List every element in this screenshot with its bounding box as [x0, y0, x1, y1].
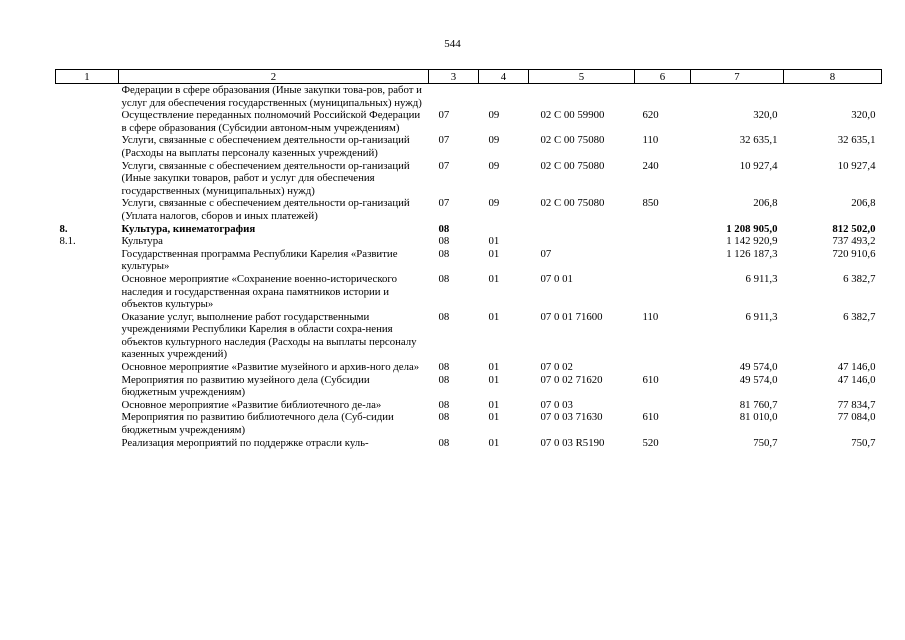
target-article-cell	[529, 84, 635, 110]
item-name-cell: Культура, кинематография	[121, 222, 256, 235]
expense-type-cell	[635, 248, 691, 273]
target-article-cell: 07 0 02 71620	[540, 373, 603, 386]
amount-year1-cell: 49 574,0	[739, 361, 778, 374]
table-row	[56, 109, 882, 134]
amount-year1-cell: 1 208 905,0	[726, 222, 778, 235]
amount-year2-cell: 812 502,0	[832, 222, 876, 235]
amount-year1-cell: 49 574,0	[739, 373, 778, 386]
row-number-cell	[56, 361, 119, 374]
row-number-cell	[56, 160, 119, 198]
item-name-cell: Мероприятия по развитию библиотечного дела (Суб-сидии бюджетным учреждениям)	[121, 411, 394, 437]
target-article-cell: 07 0 03	[540, 398, 573, 411]
target-article-cell	[529, 223, 635, 236]
table-body	[56, 84, 882, 450]
expense-type-cell: 520	[642, 436, 659, 449]
amount-year2-cell: 720 910,6	[832, 247, 876, 260]
row-number-cell	[56, 84, 119, 110]
subsection-code-cell: 01	[488, 398, 500, 411]
section-code-cell: 08	[438, 436, 450, 449]
row-number-cell: 8.	[59, 222, 68, 235]
amount-year2-cell: 6 382,7	[843, 310, 876, 323]
expense-type-cell: 610	[642, 373, 659, 386]
amount-year1-cell: 1 126 187,3	[726, 247, 778, 260]
table-row	[56, 235, 882, 248]
amount-year2-cell: 750,7	[851, 436, 876, 449]
amount-year1-cell: 1 142 920,9	[726, 235, 778, 248]
expense-type-cell: 620	[642, 109, 659, 122]
target-article-cell: 02 С 00 75080	[540, 197, 605, 210]
target-article-cell: 07	[540, 247, 552, 260]
expense-type-cell	[635, 235, 691, 248]
target-article-cell: 07 0 02	[540, 361, 573, 374]
amount-year2-cell: 77 084,0	[837, 411, 876, 424]
page-number: 544	[444, 38, 461, 50]
section-code-cell: 08	[438, 235, 450, 248]
amount-year2-cell: 737 493,2	[832, 235, 876, 248]
expense-type-cell	[635, 399, 691, 412]
amount-year2-cell: 32 635,1	[837, 134, 876, 147]
budget-table	[55, 69, 882, 449]
amount-year2-cell	[784, 84, 882, 110]
target-article-cell: 07 0 03 71630	[540, 411, 603, 424]
item-name-cell: Услуги, связанные с обеспечением деятельности ор-ганизаций (Расходы на выплаты персоналу казенных учреждений)	[121, 134, 410, 159]
amount-year1-cell: 81 010,0	[739, 411, 778, 424]
column-header: 3	[429, 70, 479, 84]
target-article-cell: 07 0 01	[540, 272, 573, 285]
target-article-cell: 02 С 00 75080	[540, 159, 605, 172]
table-row	[56, 197, 882, 222]
amount-year1-cell: 6 911,3	[745, 272, 778, 285]
item-name-cell: Основное мероприятие «Развитие библиотечного де-ла»	[121, 398, 382, 411]
section-code-cell: 08	[438, 361, 450, 374]
subsection-code-cell: 01	[488, 411, 500, 424]
subsection-code-cell: 09	[488, 109, 500, 122]
row-number-cell	[56, 399, 119, 412]
item-name-cell: Культура	[121, 235, 163, 248]
subsection-code-cell: 01	[488, 310, 500, 323]
table-row	[56, 160, 882, 198]
section-code-cell: 08	[438, 310, 450, 323]
row-number-cell	[56, 273, 119, 311]
subsection-code-cell: 01	[488, 247, 500, 260]
item-name-cell: Услуги, связанные с обеспечением деятельности ор-ганизаций (Иные закупки товаров, работ и услуг для обеспечения государственных (муниципальных) нужд)	[121, 159, 410, 197]
amount-year1-cell: 750,7	[753, 436, 778, 449]
section-code-cell: 07	[438, 159, 450, 172]
table-row	[56, 437, 882, 450]
item-name-cell: Оказание услуг, выполнение работ государственными учреждениями Республики Карелия в области сохра-нения объектов культурного наследия (Расходы на выплаты персоналу казенных учреждений)	[121, 310, 417, 361]
subsection-code-cell: 09	[488, 134, 500, 147]
section-code-cell	[429, 84, 479, 110]
table-row	[56, 311, 882, 361]
expense-type-cell	[635, 84, 691, 110]
table-row	[56, 374, 882, 399]
amount-year2-cell: 47 146,0	[837, 361, 876, 374]
item-name-cell: Мероприятия по развитию музейного дела (Субсидии бюджетным учреждениям)	[121, 373, 370, 399]
item-name-cell: Реализация мероприятий по поддержке отрасли куль-	[121, 436, 369, 449]
section-code-cell: 08	[438, 373, 450, 386]
column-header: 2	[119, 70, 429, 84]
table-row	[56, 134, 882, 159]
section-code-cell: 08	[438, 222, 450, 235]
amount-year1-cell: 320,0	[753, 109, 778, 122]
amount-year2-cell: 77 834,7	[837, 398, 876, 411]
amount-year2-cell: 10 927,4	[837, 159, 876, 172]
target-article-cell	[529, 235, 635, 248]
amount-year2-cell: 320,0	[851, 109, 876, 122]
column-header: 8	[784, 70, 882, 84]
subsection-code-cell	[479, 84, 529, 110]
expense-type-cell	[635, 361, 691, 374]
section-code-cell: 07	[438, 197, 450, 210]
expense-type-cell: 110	[642, 310, 659, 323]
column-header: 5	[529, 70, 635, 84]
section-code-cell: 08	[438, 411, 450, 424]
amount-year2-cell: 206,8	[851, 197, 876, 210]
amount-year2-cell: 6 382,7	[843, 272, 876, 285]
row-number-cell	[56, 411, 119, 436]
expense-type-cell	[635, 223, 691, 236]
target-article-cell: 07 0 03 R5190	[540, 436, 605, 449]
table-row	[56, 273, 882, 311]
subsection-code-cell: 09	[488, 159, 500, 172]
amount-year1-cell: 81 760,7	[739, 398, 778, 411]
amount-year2-cell: 47 146,0	[837, 373, 876, 386]
section-code-cell: 08	[438, 398, 450, 411]
table-row	[56, 84, 882, 110]
column-header: 4	[479, 70, 529, 84]
row-number-cell	[56, 248, 119, 273]
expense-type-cell: 610	[642, 411, 659, 424]
subsection-code-cell: 01	[488, 235, 500, 248]
column-header: 1	[56, 70, 119, 84]
table-row	[56, 223, 882, 236]
row-number-cell	[56, 197, 119, 222]
item-name-cell: Осуществление переданных полномочий Российской Федерации в сфере образования (Субсидии автоном-ным учреждениям)	[121, 109, 421, 134]
subsection-code-cell	[479, 223, 529, 236]
column-number-row	[56, 70, 882, 84]
expense-type-cell: 110	[642, 134, 659, 147]
target-article-cell: 07 0 01 71600	[540, 310, 603, 323]
amount-year1-cell: 6 911,3	[745, 310, 778, 323]
item-name-cell: Услуги, связанные с обеспечением деятельности ор-ганизаций (Уплата налогов, сборов и иных платежей)	[121, 197, 410, 222]
subsection-code-cell: 01	[488, 361, 500, 374]
amount-year1-cell: 206,8	[753, 197, 778, 210]
target-article-cell: 02 С 00 75080	[540, 134, 605, 147]
subsection-code-cell: 09	[488, 197, 500, 210]
item-name-cell: Основное мероприятие «Развитие музейного и архив-ного дела»	[121, 361, 420, 374]
row-number-cell	[56, 109, 119, 134]
item-name-cell: Основное мероприятие «Сохранение военно-исторического наследия и государственная охрана памятников истории и объектов культуры»	[121, 272, 397, 311]
section-code-cell: 07	[438, 109, 450, 122]
row-number-cell: 8.1.	[59, 235, 76, 248]
expense-type-cell: 240	[642, 159, 659, 172]
amount-year1-cell: 32 635,1	[739, 134, 778, 147]
table-row	[56, 248, 882, 273]
row-number-cell	[56, 437, 119, 450]
table-row	[56, 361, 882, 374]
amount-year1-cell	[691, 84, 784, 110]
subsection-code-cell: 01	[488, 373, 500, 386]
amount-year1-cell: 10 927,4	[739, 159, 778, 172]
table-row	[56, 411, 882, 436]
row-number-cell	[56, 374, 119, 399]
section-code-cell: 07	[438, 134, 450, 147]
row-number-cell	[56, 134, 119, 159]
column-header: 6	[635, 70, 691, 84]
subsection-code-cell: 01	[488, 272, 500, 285]
subsection-code-cell: 01	[488, 436, 500, 449]
target-article-cell: 02 С 00 59900	[540, 109, 605, 122]
expense-type-cell	[635, 273, 691, 311]
section-code-cell: 08	[438, 247, 450, 260]
item-name-cell: Государственная программа Республики Карелия «Развитие культуры»	[121, 247, 398, 273]
section-code-cell: 08	[438, 272, 450, 285]
expense-type-cell: 850	[642, 197, 659, 210]
item-name-cell: Федерации в сфере образования (Иные закупки това-ров, работ и услуг для обеспечения государственных (муниципальных) нужд)	[121, 84, 422, 109]
table-row	[56, 399, 882, 412]
column-header: 7	[691, 70, 784, 84]
row-number-cell	[56, 311, 119, 361]
